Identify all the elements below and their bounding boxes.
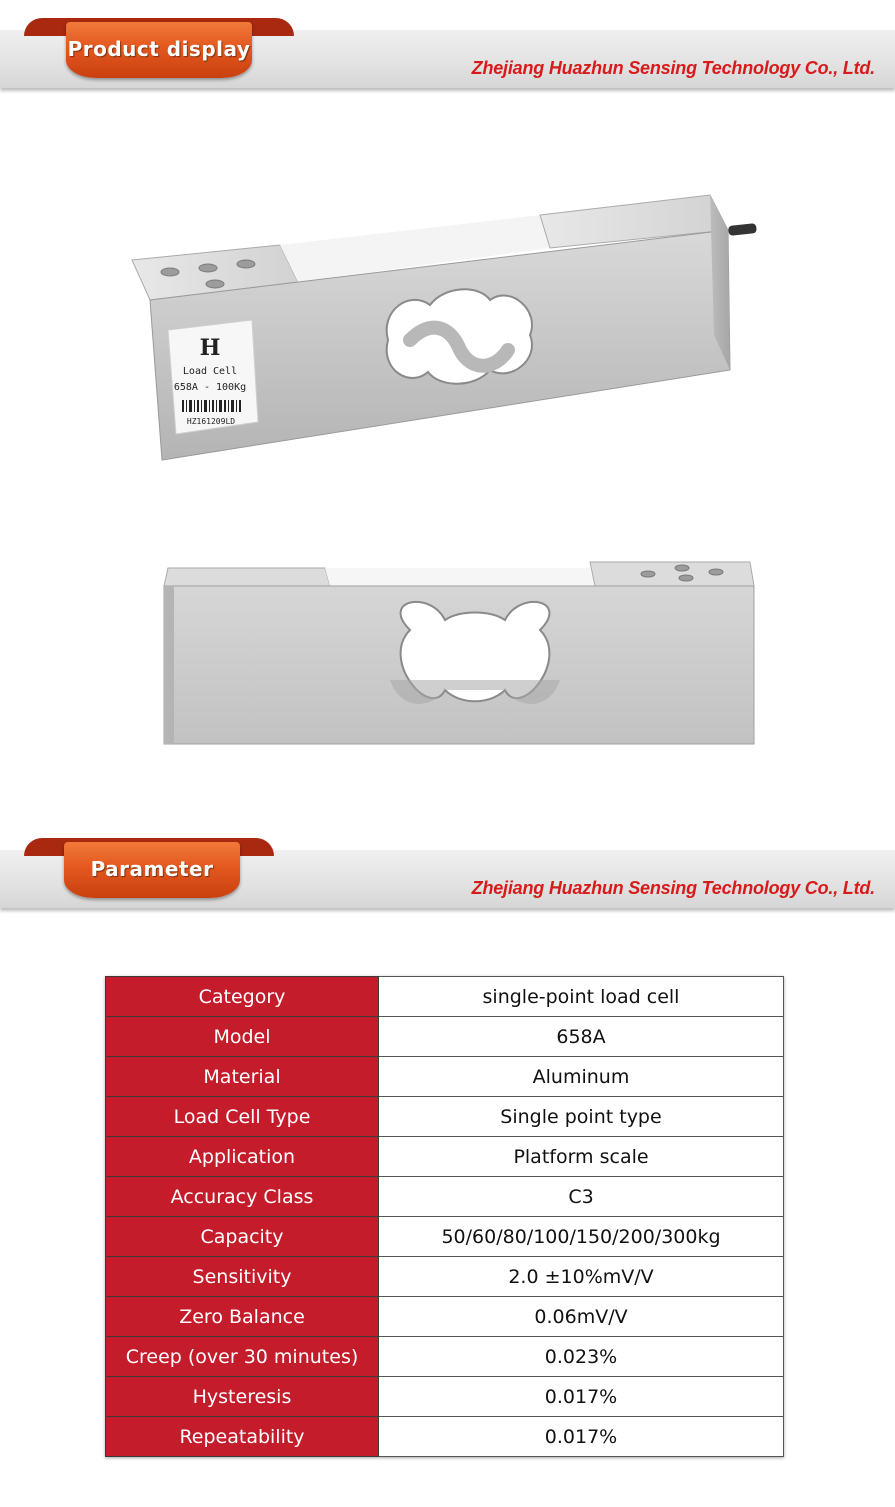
param-label: Material — [106, 1057, 379, 1097]
table-row — [106, 1097, 784, 1137]
param-label: Zero Balance — [106, 1297, 379, 1337]
param-label: Hysteresis — [106, 1377, 379, 1417]
company-name: Zhejiang Huazhun Sensing Technology Co., Ltd. — [471, 878, 875, 898]
company-name: Zhejiang Huazhun Sensing Technology Co., Ltd. — [471, 58, 875, 78]
param-value: C3 — [379, 1177, 784, 1217]
label-line2: 658A - 100Kg — [173, 382, 247, 393]
param-value: 50/60/80/100/150/200/300kg — [379, 1217, 784, 1257]
table-row — [106, 977, 784, 1017]
table-row — [106, 1177, 784, 1217]
product-label — [168, 320, 258, 434]
table-row — [106, 1377, 784, 1417]
table-row — [106, 1257, 784, 1297]
table-row — [106, 1337, 784, 1377]
label-line1: Load Cell — [182, 366, 238, 377]
param-label: Application — [106, 1137, 379, 1177]
section-title: Product display — [67, 37, 251, 61]
param-label: Load Cell Type — [106, 1097, 379, 1137]
product-display-header — [0, 0, 895, 92]
label-serial: HZ161209LD — [186, 417, 236, 426]
param-value: 0.017% — [379, 1377, 784, 1417]
param-label: Capacity — [106, 1217, 379, 1257]
param-value: 0.06mV/V — [379, 1297, 784, 1337]
param-label: Creep (over 30 minutes) — [106, 1337, 379, 1377]
param-value: Aluminum — [379, 1057, 784, 1097]
section-title: Parameter — [90, 857, 214, 881]
table-row — [106, 1057, 784, 1097]
param-label: Sensitivity — [106, 1257, 379, 1297]
param-value: 2.0 ±10%mV/V — [379, 1257, 784, 1297]
parameter-table — [105, 976, 784, 1457]
load-cell-photo-angled — [110, 160, 775, 470]
param-value: single-point load cell — [379, 977, 784, 1017]
section-ribbon — [64, 842, 240, 898]
param-value: 0.023% — [379, 1337, 784, 1377]
param-label: Category — [106, 977, 379, 1017]
param-label: Accuracy Class — [106, 1177, 379, 1217]
param-label: Repeatability — [106, 1417, 379, 1457]
table-row — [106, 1417, 784, 1457]
label-logo: H — [199, 335, 221, 361]
param-value: Single point type — [379, 1097, 784, 1137]
table-row — [106, 1017, 784, 1057]
param-value: 0.017% — [379, 1417, 784, 1457]
param-value: Platform scale — [379, 1137, 784, 1177]
parameter-header — [0, 820, 895, 912]
table-row — [106, 1137, 784, 1177]
table-row — [106, 1297, 784, 1337]
table-row — [106, 1217, 784, 1257]
param-value: 658A — [379, 1017, 784, 1057]
section-ribbon — [66, 22, 252, 78]
param-label: Model — [106, 1017, 379, 1057]
load-cell-photo-side — [160, 560, 760, 750]
